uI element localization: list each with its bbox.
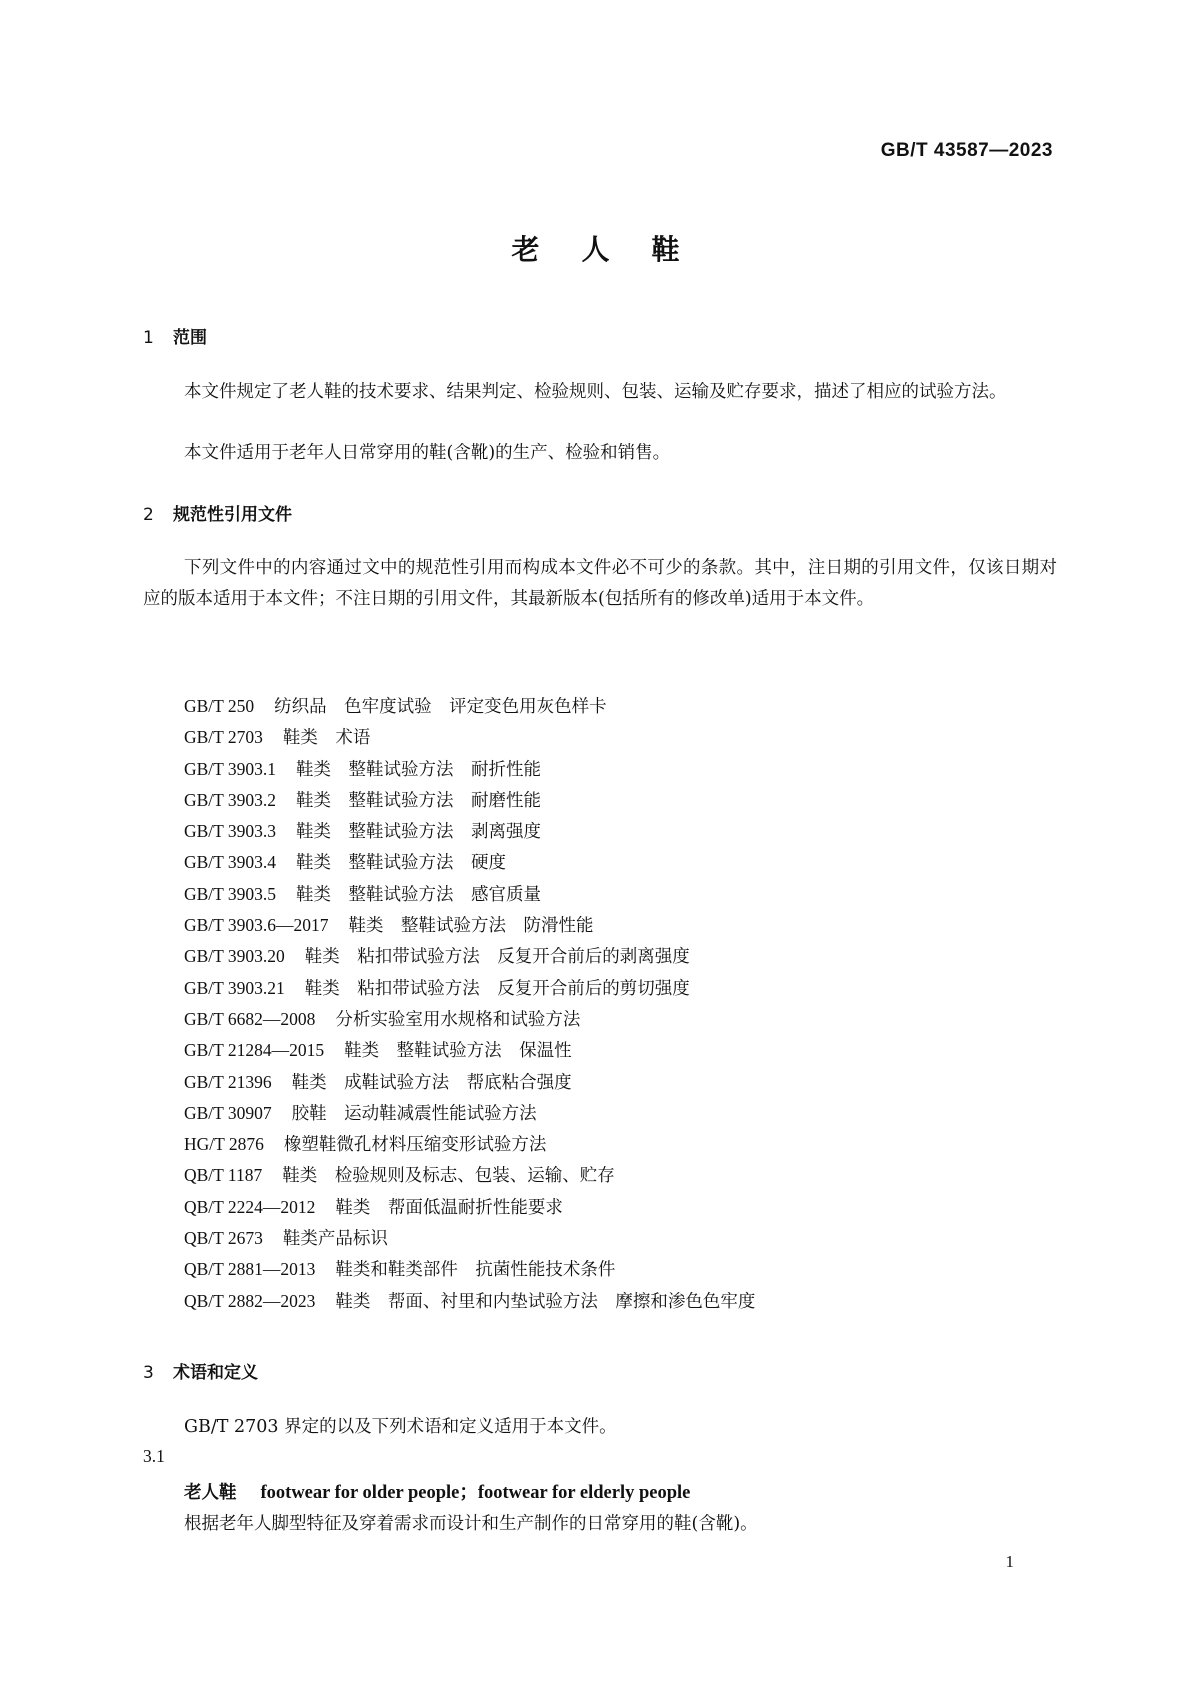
reference-item: GB/T 3903.5 鞋类 整鞋试验方法 感官质量 [184,883,542,905]
section-2-intro: 下列文件中的内容通过文中的规范性引用而构成本文件必不可少的条款。其中，注日期的引用文件，仅该日期对应的版本适用于本文件；不注日期的引用文件，其最新版本(包括所有的修改单)适用于本文件。 [143,558,1057,609]
section-2-number: 2 [143,505,154,525]
normative-references-list [184,691,755,1317]
reference-item: QB/T 2881—2013 鞋类和鞋类部件 抗菌性能技术条件 [184,1259,616,1281]
section-2-heading [143,500,292,525]
section-3-intro: GB/T 2703 界定的以及下列术语和定义适用于本文件。 [184,1417,617,1437]
standard-code: GB/T 43587—2023 [880,140,1053,161]
reference-item: GB/T 6682—2008 分析实验室用水规格和试验方法 [184,1008,581,1030]
reference-item: GB/T 30907 胶鞋 运动鞋减震性能试验方法 [184,1102,537,1124]
document-title: 老人鞋 [511,233,722,266]
section-3-heading [143,1358,258,1383]
reference-item: GB/T 3903.6—2017 鞋类 整鞋试验方法 防滑性能 [184,915,594,937]
section-1-paragraph-1: 本文件规定了老人鞋的技术要求、结果判定、检验规则、包装、运输及贮存要求，描述了相应的试验方法。 [184,382,1007,402]
reference-item: GB/T 3903.20 鞋类 粘扣带试验方法 反复开合前后的剥离强度 [184,946,690,968]
reference-item: QB/T 1187 鞋类 检验规则及标志、包装、运输、贮存 [184,1165,615,1187]
reference-item: QB/T 2673 鞋类产品标识 [184,1228,388,1250]
reference-item: GB/T 3903.2 鞋类 整鞋试验方法 耐磨性能 [184,789,542,811]
term-entry [184,1478,690,1504]
reference-item: GB/T 250 纺织品 色牢度试验 评定变色用灰色样卡 [184,696,607,717]
term-chinese: 老人鞋 [184,1483,237,1503]
term-english: footwear for older people；footwear for elderly people [260,1483,691,1503]
section-3-number: 3 [143,1363,154,1383]
section-3-title: 术语和定义 [173,1363,258,1383]
reference-item: GB/T 21396 鞋类 成鞋试验方法 帮底粘合强度 [184,1071,572,1093]
reference-item: GB/T 3903.4 鞋类 整鞋试验方法 硬度 [184,852,507,874]
section-1-heading [143,323,207,348]
section-1-title: 范围 [173,328,207,348]
section-1-paragraph-2: 本文件适用于老年人日常穿用的鞋(含靴)的生产、检验和销售。 [184,443,671,463]
term-definition: 根据老年人脚型特征及穿着需求而设计和生产制作的日常穿用的鞋(含靴)。 [184,1514,758,1534]
reference-item: QB/T 2882—2023 鞋类 帮面、衬里和内垫试验方法 摩擦和渗色色牢度 [184,1290,756,1312]
reference-item: GB/T 21284—2015 鞋类 整鞋试验方法 保温性 [184,1040,572,1062]
reference-item: QB/T 2224—2012 鞋类 帮面低温耐折性能要求 [184,1196,563,1218]
reference-item: GB/T 3903.21 鞋类 粘扣带试验方法 反复开合前后的剪切强度 [184,977,690,999]
reference-item: GB/T 3903.3 鞋类 整鞋试验方法 剥离强度 [184,821,542,843]
term-number: 3.1 [143,1446,165,1466]
page-number: 1 [1005,1552,1014,1571]
section-2-title: 规范性引用文件 [173,505,292,525]
section-1-number: 1 [143,328,154,348]
reference-item: HG/T 2876 橡塑鞋微孔材料压缩变形试验方法 [184,1134,547,1156]
reference-item: GB/T 2703 鞋类 术语 [184,727,371,749]
reference-item: GB/T 3903.1 鞋类 整鞋试验方法 耐折性能 [184,758,542,780]
